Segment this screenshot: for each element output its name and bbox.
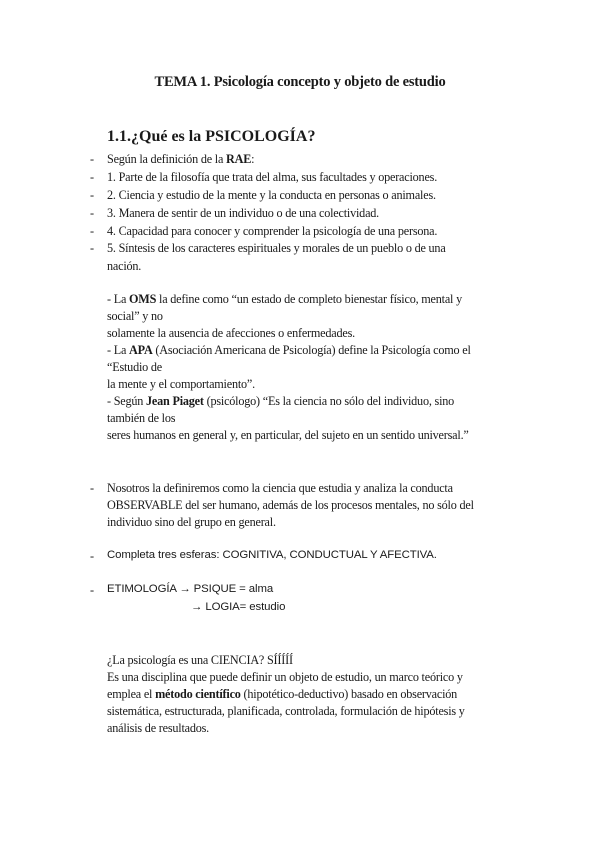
etymology-line-2: → LOGIA= estudio <box>191 601 286 613</box>
scientific-method-bold: método científico <box>155 687 241 701</box>
piaget-line-3: seres humanos en general y, en particular, del sujeto en un sentido universal.” <box>107 428 469 442</box>
apa-line-3: la mente y el comportamiento”. <box>107 377 255 391</box>
bullet-dash: - <box>90 152 95 166</box>
document-title: TEMA 1. Psicología concepto y objeto de estudio <box>154 74 446 90</box>
bullet-dash: - <box>90 583 95 597</box>
definition-line-1: Nosotros la definiremos como la ciencia que estudia y analiza la conducta <box>107 481 453 495</box>
science-line-1: Es una disciplina que puede definir un objeto de estudio, un marco teórico y <box>107 670 463 684</box>
bullet-dash: - <box>90 170 95 184</box>
science-line-4: análisis de resultados. <box>107 721 210 735</box>
definition-line-3: individuo sino del grupo en general. <box>107 515 276 529</box>
bullet-dash: - <box>90 549 95 563</box>
apa-line-1: - La APA (Asociación Americana de Psicología) define la Psicología como el <box>107 343 471 357</box>
rae-item-2: 2. Ciencia y estudio de la mente y la conducta en personas o animales. <box>107 188 436 202</box>
rae-item-3: 3. Manera de sentir de un individuo o de una colectividad. <box>107 206 380 220</box>
piaget-line-2: también de los <box>107 411 176 425</box>
oms-line-2: social” y no <box>107 309 163 323</box>
science-question: ¿La psicología es una CIENCIA? SÍÍÍÍÍ <box>107 653 293 667</box>
bullet-dash: - <box>90 188 95 202</box>
piaget-bold: Jean Piaget <box>146 394 204 408</box>
oms-line-1: - La OMS la define como “un estado de completo bienestar físico, mental y <box>107 292 462 306</box>
rae-item-4: 4. Capacidad para conocer y comprender la psicología de una persona. <box>107 224 438 238</box>
bullet-dash: - <box>90 241 95 255</box>
science-line-3: sistemática, estructurada, planificada, controlada, formulación de hipótesis y <box>107 704 465 718</box>
oms-line-3: solamente la ausencia de afecciones o enfermedades. <box>107 326 355 340</box>
spheres-line: Completa tres esferas: COGNITIVA, CONDUCTUAL Y AFECTIVA. <box>107 549 437 561</box>
rae-item-5: 5. Síntesis de los caracteres espirituales y morales de un pueblo o de una <box>107 241 446 255</box>
rae-intro: Según la definición de la RAE: <box>107 152 255 166</box>
section-heading: 1.1.¿Qué es la PSICOLOGÍA? <box>107 128 316 145</box>
rae-bold: RAE <box>226 152 252 166</box>
apa-bold: APA <box>129 343 153 357</box>
rae-item-5-cont: nación. <box>107 259 142 273</box>
bullet-dash: - <box>90 206 95 220</box>
rae-item-1: 1. Parte de la filosofía que trata del alma, sus facultades y operaciones. <box>107 170 438 184</box>
science-line-2: emplea el método científico (hipotético-deductivo) basado en observación <box>107 687 458 701</box>
oms-bold: OMS <box>129 292 157 306</box>
piaget-line-1: - Según Jean Piaget (psicólogo) “Es la ciencia no sólo del individuo, sino <box>107 394 455 408</box>
etymology-line-1: ETIMOLOGÍA → PSIQUE = alma <box>107 583 274 595</box>
bullet-dash: - <box>90 481 95 495</box>
apa-line-2: “Estudio de <box>107 360 163 374</box>
bullet-dash: - <box>90 224 95 238</box>
definition-line-2: OBSERVABLE del ser humano, además de los procesos mentales, no sólo del <box>107 498 474 512</box>
